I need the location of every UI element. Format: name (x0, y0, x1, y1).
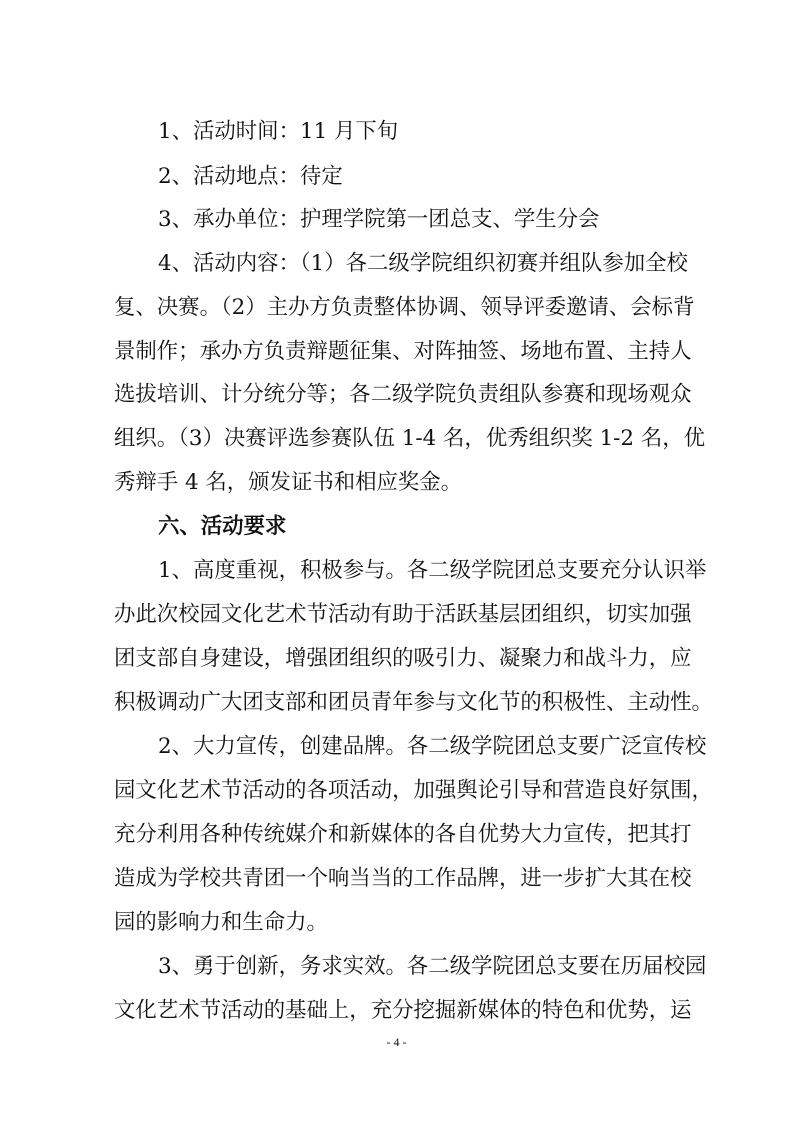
paragraph-line: 团支部自身建设，增强团组织的吸引力、凝聚力和战斗力，应 (114, 646, 692, 671)
item-activity-time: 1、活动时间：11 月下旬 (158, 119, 399, 144)
requirement-3-line: 3、勇于创新，务求实效。各二级学院团总支要在历届校园 (158, 954, 707, 979)
section-heading-requirements: 六、活动要求 (158, 514, 287, 539)
item-activity-location: 2、活动地点：待定 (158, 164, 343, 189)
paragraph-line: 积极调动广大团支部和团员青年参与文化节的积极性、主动性。 (114, 690, 713, 715)
paragraph-line: 园文化艺术节活动的各项活动，加强舆论引导和营造良好氛围， (114, 778, 713, 803)
paragraph-line: 组织。（3）决赛评选参赛队伍 1-4 名，优秀组织奖 1-2 名，优 (114, 426, 705, 451)
requirement-1-line: 1、高度重视，积极参与。各二级学院团总支要充分认识举 (158, 558, 707, 583)
paragraph-line: 选拔培训、计分统分等；各二级学院负责组队参赛和现场观众 (114, 382, 692, 407)
requirement-2-line: 2、大力宣传，创建品牌。各二级学院团总支要广泛宣传校 (158, 734, 707, 759)
paragraph-line: 办此次校园文化艺术节活动有助于活跃基层团组织，切实加强 (114, 602, 692, 627)
paragraph-line: 充分利用各种传统媒介和新媒体的各自优势大力宣传，把其打 (114, 822, 692, 847)
paragraph-line: 园的影响力和生命力。 (114, 910, 328, 935)
paragraph-line: 造成为学校共青团一个响当当的工作品牌，进一步扩大其在校 (114, 866, 692, 891)
page-number: - 4 - (386, 1035, 407, 1049)
paragraph-line: 景制作；承办方负责辩题征集、对阵抽签、场地布置、主持人 (114, 339, 692, 364)
item-organizer: 3、承办单位：护理学院第一团总支、学生分会 (158, 207, 600, 232)
paragraph-line: 秀辩手 4 名，颁发证书和相应奖金。 (114, 470, 463, 495)
paragraph-line: 文化艺术节活动的基础上，充分挖掘新媒体的特色和优势，运 (114, 998, 692, 1023)
item-activity-content: 4、活动内容：（1）各二级学院组织初赛并组队参加全校 (158, 251, 688, 276)
paragraph-line: 复、决赛。（2）主办方负责整体协调、领导评委邀请、会标背 (114, 295, 695, 320)
